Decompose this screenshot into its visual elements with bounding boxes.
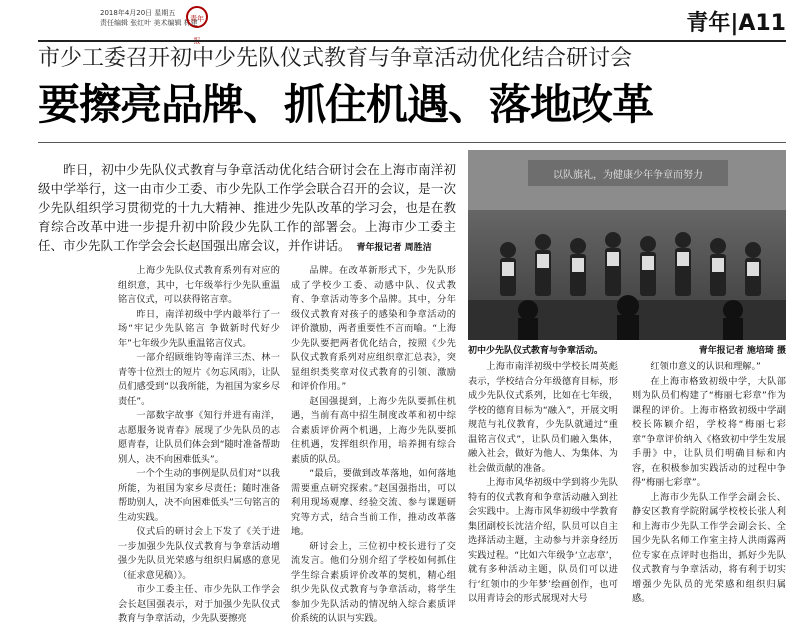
paragraph: 红领巾意义的认识和理解。”	[650, 361, 761, 372]
paragraph: 一部介绍顾维钧等南洋三杰、林一青等十位烈士的短片《勿忘风雨》，让队员们感受到“以我所能，为祖国为家乡尽责任”。	[118, 352, 280, 407]
paragraph: 市少工委主任、市少先队工作学会会长赵国强表示，对于加强少先队仪式教育与争章活动，少先队要擦亮	[118, 584, 280, 624]
body-column-4	[632, 360, 786, 607]
paragraph: 赵国强提到，上海少先队要抓住机遇，当前有高中招生制度改革和初中综合素质评价两个机遇，上海少先队要抓住机遇，发挥组织作用，培养拥有综合素质的队员。	[291, 395, 456, 465]
section-page-label: 青年|A11	[686, 11, 786, 36]
paragraph: 上海市少先队工作学会副会长、静安区教育学院附属学校校长张人利和上海市少先队工作学会副会长、全国少先队名师工作室主持人洪雨露两位专家在点评时也指出，抓好少先队仪式教育与争章活动，将有利于切实增强少先队员的光荣感和组织归属感。	[632, 491, 786, 604]
body-column-3	[468, 360, 618, 607]
logo-text: 青年	[190, 15, 204, 23]
caption-text: 初中少先队仪式教育与争章活动。	[468, 346, 604, 356]
paragraph: 上海少先队仪式教育系列有对应的组织意，其中，七年级举行少先队重温铭言仪式，可以获得铭言章。	[118, 265, 280, 305]
lead-paragraph	[38, 160, 456, 258]
header-rule	[38, 40, 786, 42]
paragraph: 在上海市格致初级中学，大队部则为队员们构建了“梅丽七彩章”作为课程的评价。上海市格致初级中学副校长陈颖介绍，学校将“梅丽七彩章”争章评价纳入《格致初中学生发展手册》中，让队员们明确目标和内容，在积极参加实践活动的过程中争得“梅丽七彩章”。	[632, 375, 786, 488]
lead-text: 昨日，初中少先队仪式教育与争章活动优化结合研讨会在上海市南洋初级中学举行，这一由市少工委、市少先队工作学会联合召开的会议，是一次少先队组织学习贯彻党的十九大精神、推进少先队改革的学习会，也是在教育综合改革中进一步提升初中阶段少先队工作的部署会。上海市少工委主任、市少先队工作学会会长赵国强出席会议，并作讲话。	[38, 162, 456, 253]
newspaper-logo	[186, 6, 208, 28]
issue-date: 2018年4月20日 星期五	[100, 9, 176, 17]
photo-credit: 青年报记者 施培琦 摄	[698, 346, 786, 356]
paragraph: 仪式后的研讨会上下发了《关于进一步加强少先队仪式教育与争章活动增强少先队员光荣感与组织归属感的意见（征求意见稿）》。	[118, 526, 280, 581]
paragraph: 研讨会上，三位初中校长进行了交流发言。他们分别介绍了学校如何抓住学生综合素质评价改革的契机，精心组织少先队仪式教育与争章活动，将学生参加少先队活动的情况纳入综合素质评价系统的认识与实践。	[291, 540, 456, 624]
photo-banner: 以队旗礼，为健康少年争章而努力	[553, 170, 703, 181]
paragraph: 昨日，南洋初级中学内敲举行了一场“牢记少先队铭言 争做新时代好少年”七年级少先队重温铭言仪式。	[118, 308, 280, 349]
body-column-1	[118, 264, 280, 627]
article-subtitle: 市少工委召开初中少先队仪式教育与争章活动优化结合研讨会	[38, 46, 633, 71]
headline-rule	[38, 142, 786, 143]
header-meta	[100, 8, 198, 28]
paragraph: 品牌。在改革新形式下，少先队形成了学校少工委、动感中队、仪式教育、争章活动等多个品牌。其中，分年级仪式教育对孩子的感染和争章活动的评价激励，两者重要性不言而喻。“上海少先队要把两者优化结合，按照《少先队仪式教育系列对应组织章汇总表》，突显组织类奖章对仪式教育的引领、激励和评价作用。”	[291, 265, 456, 392]
lead-byline: 青年报记者 周胜洁	[356, 243, 432, 253]
article-headline: 要擦亮品牌、抓住机遇、落地改革	[38, 80, 654, 129]
paragraph: 一个个生动的事例是队员们对“以我所能，为祖国为家乡尽责任；随时准备帮助别人，决不向困难低头”三句铭言的生动实践。	[118, 468, 280, 523]
page-header	[0, 0, 800, 40]
news-photo	[468, 150, 786, 340]
paragraph: 上海市南洋初级中学校长周英彪表示，学校结合分年级德育目标，形成少先队仪式系列，比如在七年级，学校的德育目标为“融入”，开展文明规范与礼仪教育，少先队就通过“重温铭言仪式”，让队员们融入集体，融入社会，做好为他人、为集体、为社会做贡献的准备。	[468, 361, 618, 474]
photo-illustration	[468, 150, 786, 340]
body-column-2	[291, 264, 456, 627]
photo-caption	[468, 343, 786, 356]
paragraph: 一部数字故事《知行并进有南洋，志愿服务说青春》展现了少先队员的志愿青春，让队员们体会到“随时准备帮助别人，决不向困难低头”。	[118, 410, 280, 465]
editor-credits: 责任编辑 张红叶 美术编辑 林建	[100, 19, 198, 27]
paragraph: “最后，要做到改革落地，如何落地需要重点研究探索。”赵国强指出，可以利用现场观摩、经验交流、参与课题研究等方式，结合当前工作，推动改革落地。	[291, 468, 456, 537]
paragraph: 上海市风华初级中学到将少先队特有的仪式教育和争章活动融入到社会实践中。上海市风华初级中学教育集团副校长沈洁介绍，队员可以自主选择活动主题，主动参与并亲身经历实践过程。“比如六年级争‘立志章’，就有多种活动主题，队员们可以进行‘红领巾的少年梦’绘画创作，也可以用青诗会的形式展现对大号	[468, 477, 618, 604]
